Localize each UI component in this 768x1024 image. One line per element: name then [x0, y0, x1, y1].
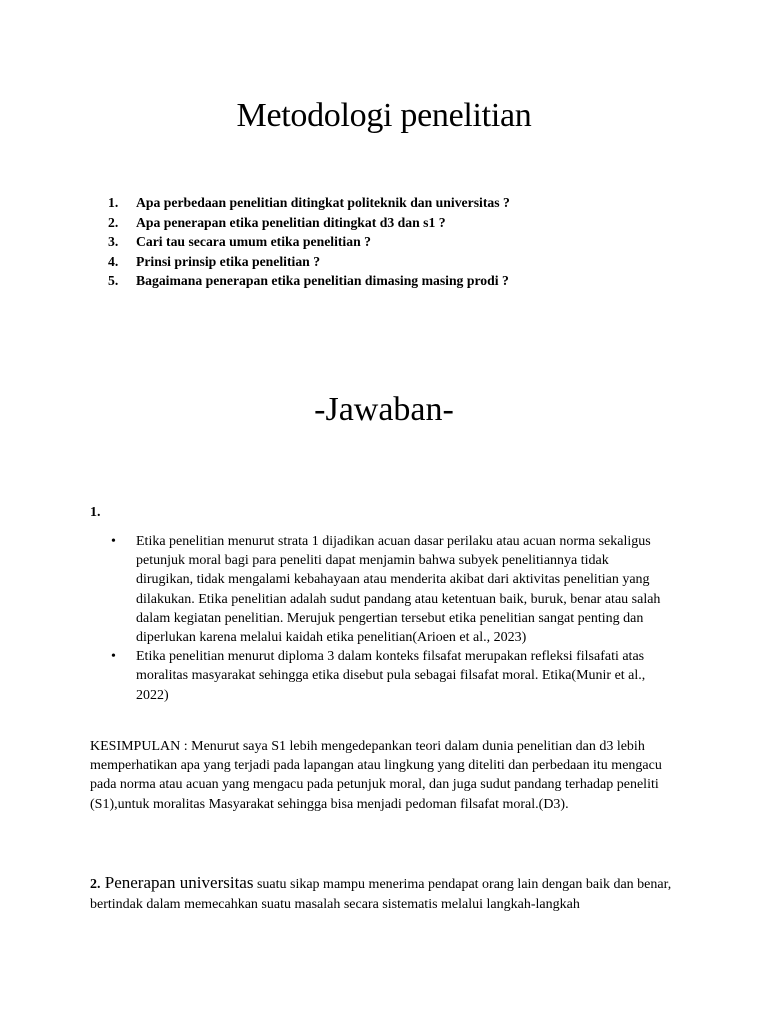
question-list [108, 193, 668, 291]
question-item [108, 252, 668, 272]
question-number: 4. [108, 253, 119, 269]
question-number: 3. [108, 234, 119, 249]
section-2-lead: Penerapan universitas [100, 873, 254, 892]
section-2-number: 2. [90, 877, 101, 892]
bullet-marker: • [111, 534, 116, 549]
answers-heading: -Jawaban- [314, 391, 454, 428]
section-1-number: 1. [90, 505, 101, 520]
question-item [108, 193, 668, 213]
document-title: Metodologi penelitian [236, 97, 532, 134]
section-2-paragraph [90, 873, 680, 915]
answer-bullet-item [108, 647, 668, 705]
question-number: 5. [108, 273, 119, 288]
bullet-text: Etika penelitian menurut diploma 3 dalam konteks filsafat merupakan refleksi filsafati atas moralitas masyarakat sehingga etika disebut pula sebagai filsafat moral. Etika(Munir et al., 2022) [136, 649, 646, 703]
question-number: 2. [108, 214, 119, 230]
question-text: Bagaimana penerapan etika penelitian dimasing masing prodi ? [136, 273, 509, 288]
bullet-marker: • [111, 649, 116, 665]
bullet-text: Etika penelitian menurut strata 1 dijadikan acuan dasar perilaku atau acuan norma sekaligus petunjuk moral bagi para peneliti dapat menjamin bahwa subyek penelitiannya tidak dirugikan, tidak mengalami kebahayaan atau menderita akibat dari aktivitas penelitian yang dilakukan. Etika penelitian adalah sudut pandang atau ketentuan baik, buruk, benar atau salah dalam kegiatan penelitian. Merujuk pengertian tersebut etika penelitian sangat penting dan diperlukan karena melalui kaidah etika penelitian(Arioen et al., 2023) [136, 534, 661, 646]
answer-bullet-list [108, 532, 668, 705]
question-item [108, 213, 668, 233]
conclusion-paragraph: KESIMPULAN : Menurut saya S1 lebih mengedepankan teori dalam dunia penelitian dan d3 lebih memperhatikan apa yang terjadi pada lapangan atau lingkung yang diteliti dan perbedaan itu mengacu pada norma atau acuan yang mengacu pada petunjuk moral, dan juga sudut pandang terhadap peneliti (S1),untuk moralitas Masyarakat sehingga bisa menjadi pedoman filsafat moral.(D3). [90, 739, 662, 812]
section-2-text: suatu sikap mampu menerima pendapat orang lain dengan baik dan benar, bertindak dalam memecahkan suatu masalah secara sistematis melalui langkah-langkah [90, 877, 672, 912]
question-item [108, 232, 668, 252]
question-text: Cari tau secara umum etika penelitian ? [136, 234, 371, 249]
question-item [108, 271, 668, 291]
question-text: Prinsi prinsip etika penelitian ? [136, 253, 321, 269]
question-number: 1. [108, 195, 119, 210]
answer-bullet-item [108, 532, 668, 647]
question-text: Apa perbedaan penelitian ditingkat politeknik dan universitas ? [136, 195, 510, 210]
question-text: Apa penerapan etika penelitian ditingkat d3 dan s1 ? [136, 214, 446, 230]
